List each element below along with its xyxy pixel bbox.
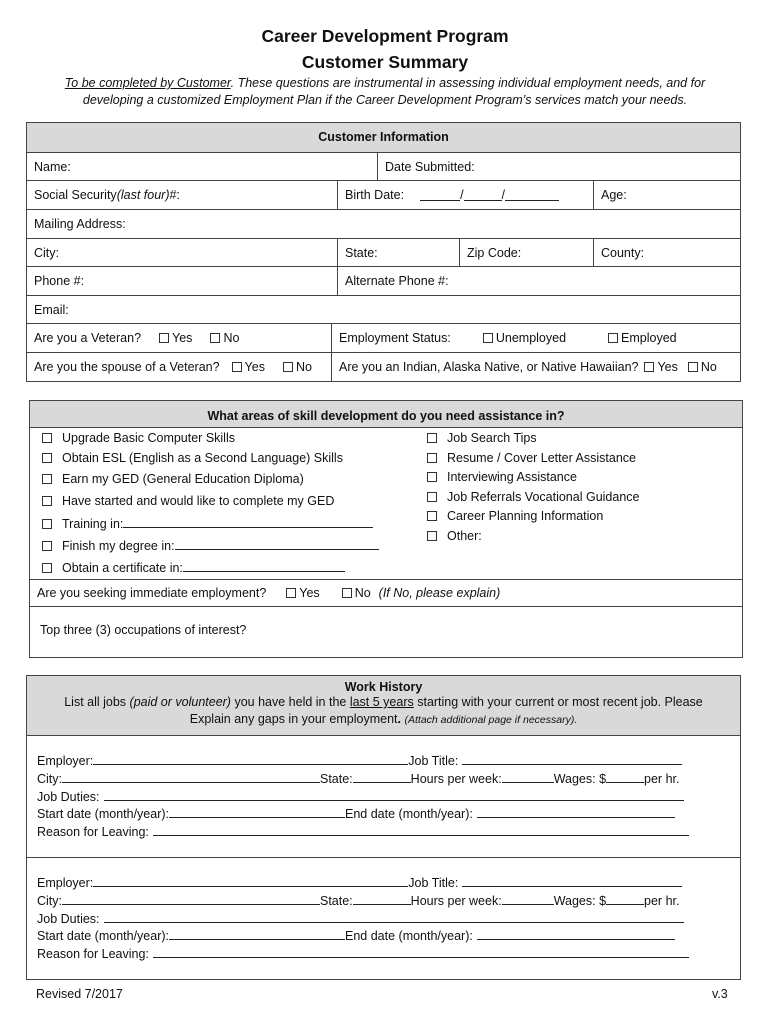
skill-career-planning[interactable]: Career Planning Information: [427, 509, 603, 523]
zip-field[interactable]: Zip Code:: [459, 239, 593, 266]
intro-underlined: To be completed by Customer: [64, 76, 231, 90]
name-field[interactable]: Name:: [34, 159, 71, 174]
ssn-field[interactable]: Social Security (last four) #:: [34, 188, 180, 202]
row-mailing: [27, 210, 740, 239]
skill-certificate[interactable]: Obtain a certificate in:: [42, 560, 345, 575]
duties-line[interactable]: Job Duties:: [37, 911, 684, 926]
row-city: [27, 239, 740, 267]
duties-line[interactable]: Job Duties:: [37, 789, 684, 804]
skills-heading: What areas of skill development do you need assistance in?: [30, 401, 742, 428]
row-name: [27, 153, 740, 181]
dates-line[interactable]: Start date (month/year): End date (month/year):: [37, 806, 675, 821]
skill-esl[interactable]: Obtain ESL (English as a Second Language) Skills: [42, 451, 343, 465]
skill-upgrade-computer[interactable]: Upgrade Basic Computer Skills: [42, 431, 235, 445]
dates-line[interactable]: Start date (month/year): End date (month/year):: [37, 928, 675, 943]
veteran-question: Are you a Veteran? Yes No: [34, 331, 240, 345]
native-no-checkbox[interactable]: [688, 362, 698, 372]
city-field[interactable]: City:: [34, 245, 59, 260]
unemployed-checkbox[interactable]: [483, 333, 493, 343]
work-history-header: [27, 676, 740, 736]
job-entry-2: [27, 858, 740, 979]
date-submitted-field[interactable]: Date Submitted:: [377, 153, 740, 180]
page-title: Career Development Program: [261, 26, 509, 46]
work-history-section: [26, 675, 741, 980]
spouse-no-checkbox[interactable]: [283, 362, 293, 372]
skill-earn-ged[interactable]: Earn my GED (General Education Diploma): [42, 472, 304, 486]
work-history-instructions-1: List all jobs (paid or volunteer) you have held in the last 5 years starting with your current or most recent job. Please: [64, 695, 703, 709]
skill-interviewing[interactable]: Interviewing Assistance: [427, 470, 577, 484]
phone-field[interactable]: Phone #:: [34, 274, 85, 288]
reason-line[interactable]: Reason for Leaving:: [37, 946, 689, 961]
employment-status: Employment Status: Unemployed Employed: [331, 324, 740, 352]
job-entry-1: [27, 736, 740, 858]
occupations-question[interactable]: Top three (3) occupations of interest?: [40, 623, 247, 637]
mailing-address-field[interactable]: Mailing Address:: [34, 217, 126, 231]
alt-phone-field[interactable]: Alternate Phone #:: [337, 267, 740, 295]
age-field[interactable]: Age:: [593, 181, 740, 209]
skill-job-search[interactable]: Job Search Tips: [427, 431, 537, 445]
work-history-instructions-2: Explain any gaps in your employment. (Attach additional page if necessary).: [189, 712, 578, 726]
intro-text: [40, 75, 730, 109]
skill-other[interactable]: Other:: [427, 529, 482, 543]
email-field[interactable]: Email:: [34, 302, 69, 317]
native-question: Are you an Indian, Alaska Native, or Native Hawaiian? Yes No: [331, 353, 740, 381]
skills-section: [29, 400, 743, 658]
reason-line[interactable]: Reason for Leaving:: [37, 824, 689, 839]
revised-date: Revised 7/2017: [36, 987, 123, 1001]
seeking-employment-row: Are you seeking immediate employment? Yes No (If No, please explain): [30, 579, 742, 607]
work-history-heading: Work History: [344, 680, 423, 694]
row-phone: [27, 267, 740, 296]
skill-complete-ged[interactable]: Have started and would like to complete my GED: [42, 494, 334, 508]
county-field[interactable]: County:: [593, 239, 740, 266]
skill-job-referrals[interactable]: Job Referrals Vocational Guidance: [427, 490, 639, 504]
birth-date-field[interactable]: Birth Date: / /: [337, 181, 593, 209]
row-email: [27, 296, 740, 324]
skill-finish-degree[interactable]: Finish my degree in:: [42, 538, 379, 553]
veteran-no-checkbox[interactable]: [210, 333, 220, 343]
native-yes-checkbox[interactable]: [644, 362, 654, 372]
spouse-yes-checkbox[interactable]: [232, 362, 242, 372]
page-subtitle: Customer Summary: [301, 52, 469, 72]
row-veteran: [27, 324, 740, 353]
skill-resume[interactable]: Resume / Cover Letter Assistance: [427, 451, 636, 465]
customer-info-heading: Customer Information: [27, 123, 740, 153]
employer-line[interactable]: Employer: Job Title:: [37, 753, 682, 768]
version-label: v.3: [712, 987, 728, 1001]
city-line[interactable]: City: State: Hours per week: Wages: $ per hr.: [37, 894, 680, 908]
customer-info-section: [26, 122, 741, 382]
spouse-question: Are you the spouse of a Veteran? Yes No: [34, 360, 312, 374]
employed-checkbox[interactable]: [608, 333, 618, 343]
row-ssn: [27, 181, 740, 210]
seeking-no-checkbox[interactable]: [342, 588, 352, 598]
row-spouse: [27, 353, 740, 381]
city-line[interactable]: City: State: Hours per week: Wages: $ per hr.: [37, 772, 680, 786]
skill-training[interactable]: Training in:: [42, 516, 373, 531]
veteran-yes-checkbox[interactable]: [159, 333, 169, 343]
employer-line[interactable]: Employer: Job Title:: [37, 875, 682, 890]
state-field[interactable]: State:: [337, 239, 459, 266]
seeking-yes-checkbox[interactable]: [286, 588, 296, 598]
intro-rest: . These questions are instrumental in assessing individual employment needs, and for developing a customized Employment Plan if the Career Development Program’s services match your needs.: [82, 76, 706, 107]
